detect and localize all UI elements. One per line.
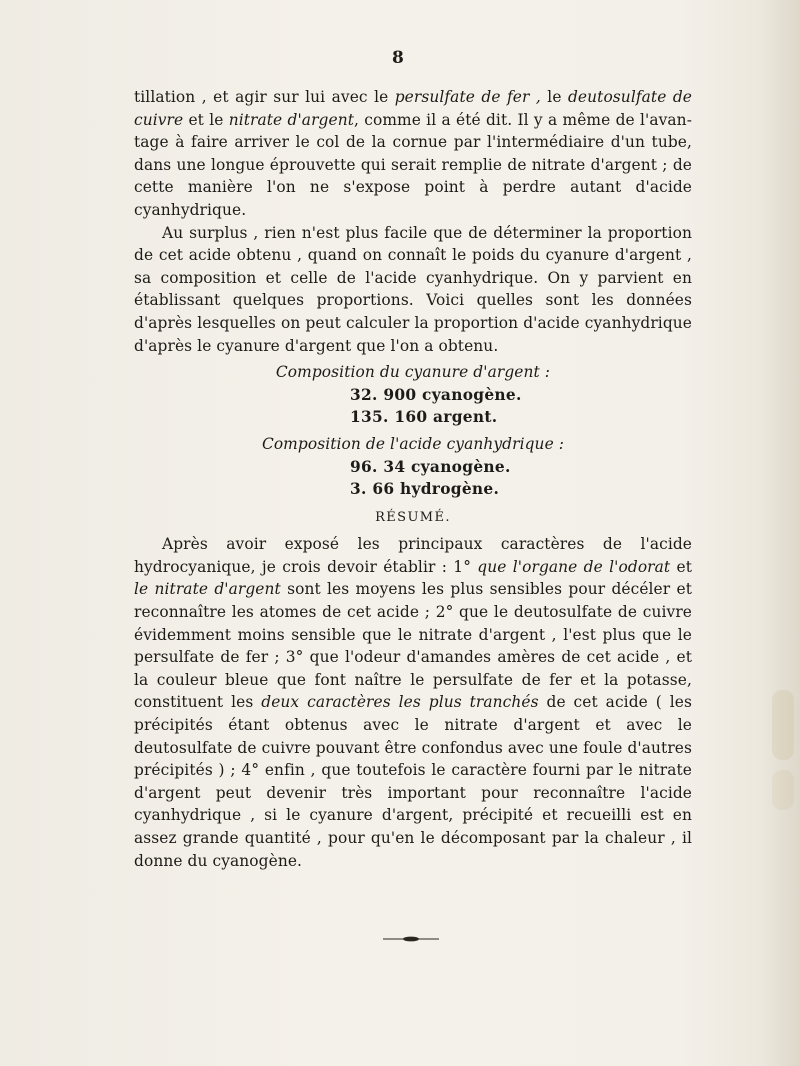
section-title-resume: RÉSUMÉ. <box>375 509 451 525</box>
document-body <box>134 86 692 872</box>
italic-term: nitrate d'argent <box>228 110 354 129</box>
composition-row: 135. 160 argent. <box>350 408 498 427</box>
paper-stain <box>772 770 794 810</box>
page-edge-shadow <box>760 0 800 1066</box>
composition-row: 96. 34 cyanogène. <box>350 457 511 476</box>
end-ornament-divider <box>383 936 439 942</box>
composition-heading-cyanure: Composition du cyanure d'argent : <box>275 363 551 382</box>
italic-term: cuivre <box>134 110 184 129</box>
paper-stain <box>772 690 794 760</box>
italic-term: deux caractères les plus tranchés <box>261 693 539 712</box>
italic-term: deutosulfate de <box>567 88 692 106</box>
composition-row: 3. 66 hydrogène. <box>350 480 500 499</box>
composition-row: 32. 900 cyanogène. <box>350 385 522 404</box>
italic-term: persulfate de fer , <box>394 88 541 106</box>
paragraph-proportion: Au surplus , rien n'est plus facile que de déterminer la proportion de cet acide obtenu , quand on connaît le poids du cyanure d'argent , sa composition et celle de l'acide cyanhydrique. On y parvient en établissant quelques proportions. Voici quelles sont les données d'après lesquelles on peut calculer la proportion d'acide cyanhydrique d'après le cyanure d'argent que l'on a obtenu. <box>134 223 692 355</box>
italic-term: le nitrate d'argent <box>134 580 281 599</box>
italic-term: que l'organe de l'odorat <box>477 557 671 576</box>
composition-heading-acide: Composition de l'acide cyanhydrique : <box>261 434 565 453</box>
paragraph-summary: Après avoir exposé les principaux caractères de l'acide hydrocyanique, je crois devoir établir : 1° que l'organe de l'odorat et le nitrate d'argent sont les moyens les plus sensibles pour décéler et reconnaître les atomes de cet acide ; 2° que le deutosulfate de cuivre évidemment moins sensible que le nitrate d'argent , l'est plus que le persulfate de fer ; 3° que l'odeur d'amandes amères de cet acide , et la couleur bleue que font naître le persulfate de fer et la potasse, constituent les deux caractères les plus tranchés de cet acide ( les précipités étant obtenus avec le nitrate d'argent et avec le deutosulfate de cuivre pouvant être confondus avec une foule d'autres précipités ) ; 4° enfin , que toutefois le caractère fourni par le nitrate d'argent peut devenir très important pour reconnaître l'acide cyanhydrique , si le cyanure d'argent, précipité et recueilli est en assez grande quantité , pour qu'en le décomposant par la chaleur , il donne du cyanogène. <box>134 535 692 870</box>
page-number: 8 <box>392 48 404 68</box>
paragraph-continuation: tillation , et agir sur lui avec le persulfate de fer , le deutosulfate de cuivre et le nitrate d'argent, comme il a été dit. Il y a même de l'avan- tage à faire arriver le col de la cornue par l'intermédiaire d'un tube, dans une longue éprouvette qui serait remplie de nitrate d'argent ; de cette manière l'on ne s'expose point à perdre autant d'acide cyanhydrique. <box>134 88 692 219</box>
